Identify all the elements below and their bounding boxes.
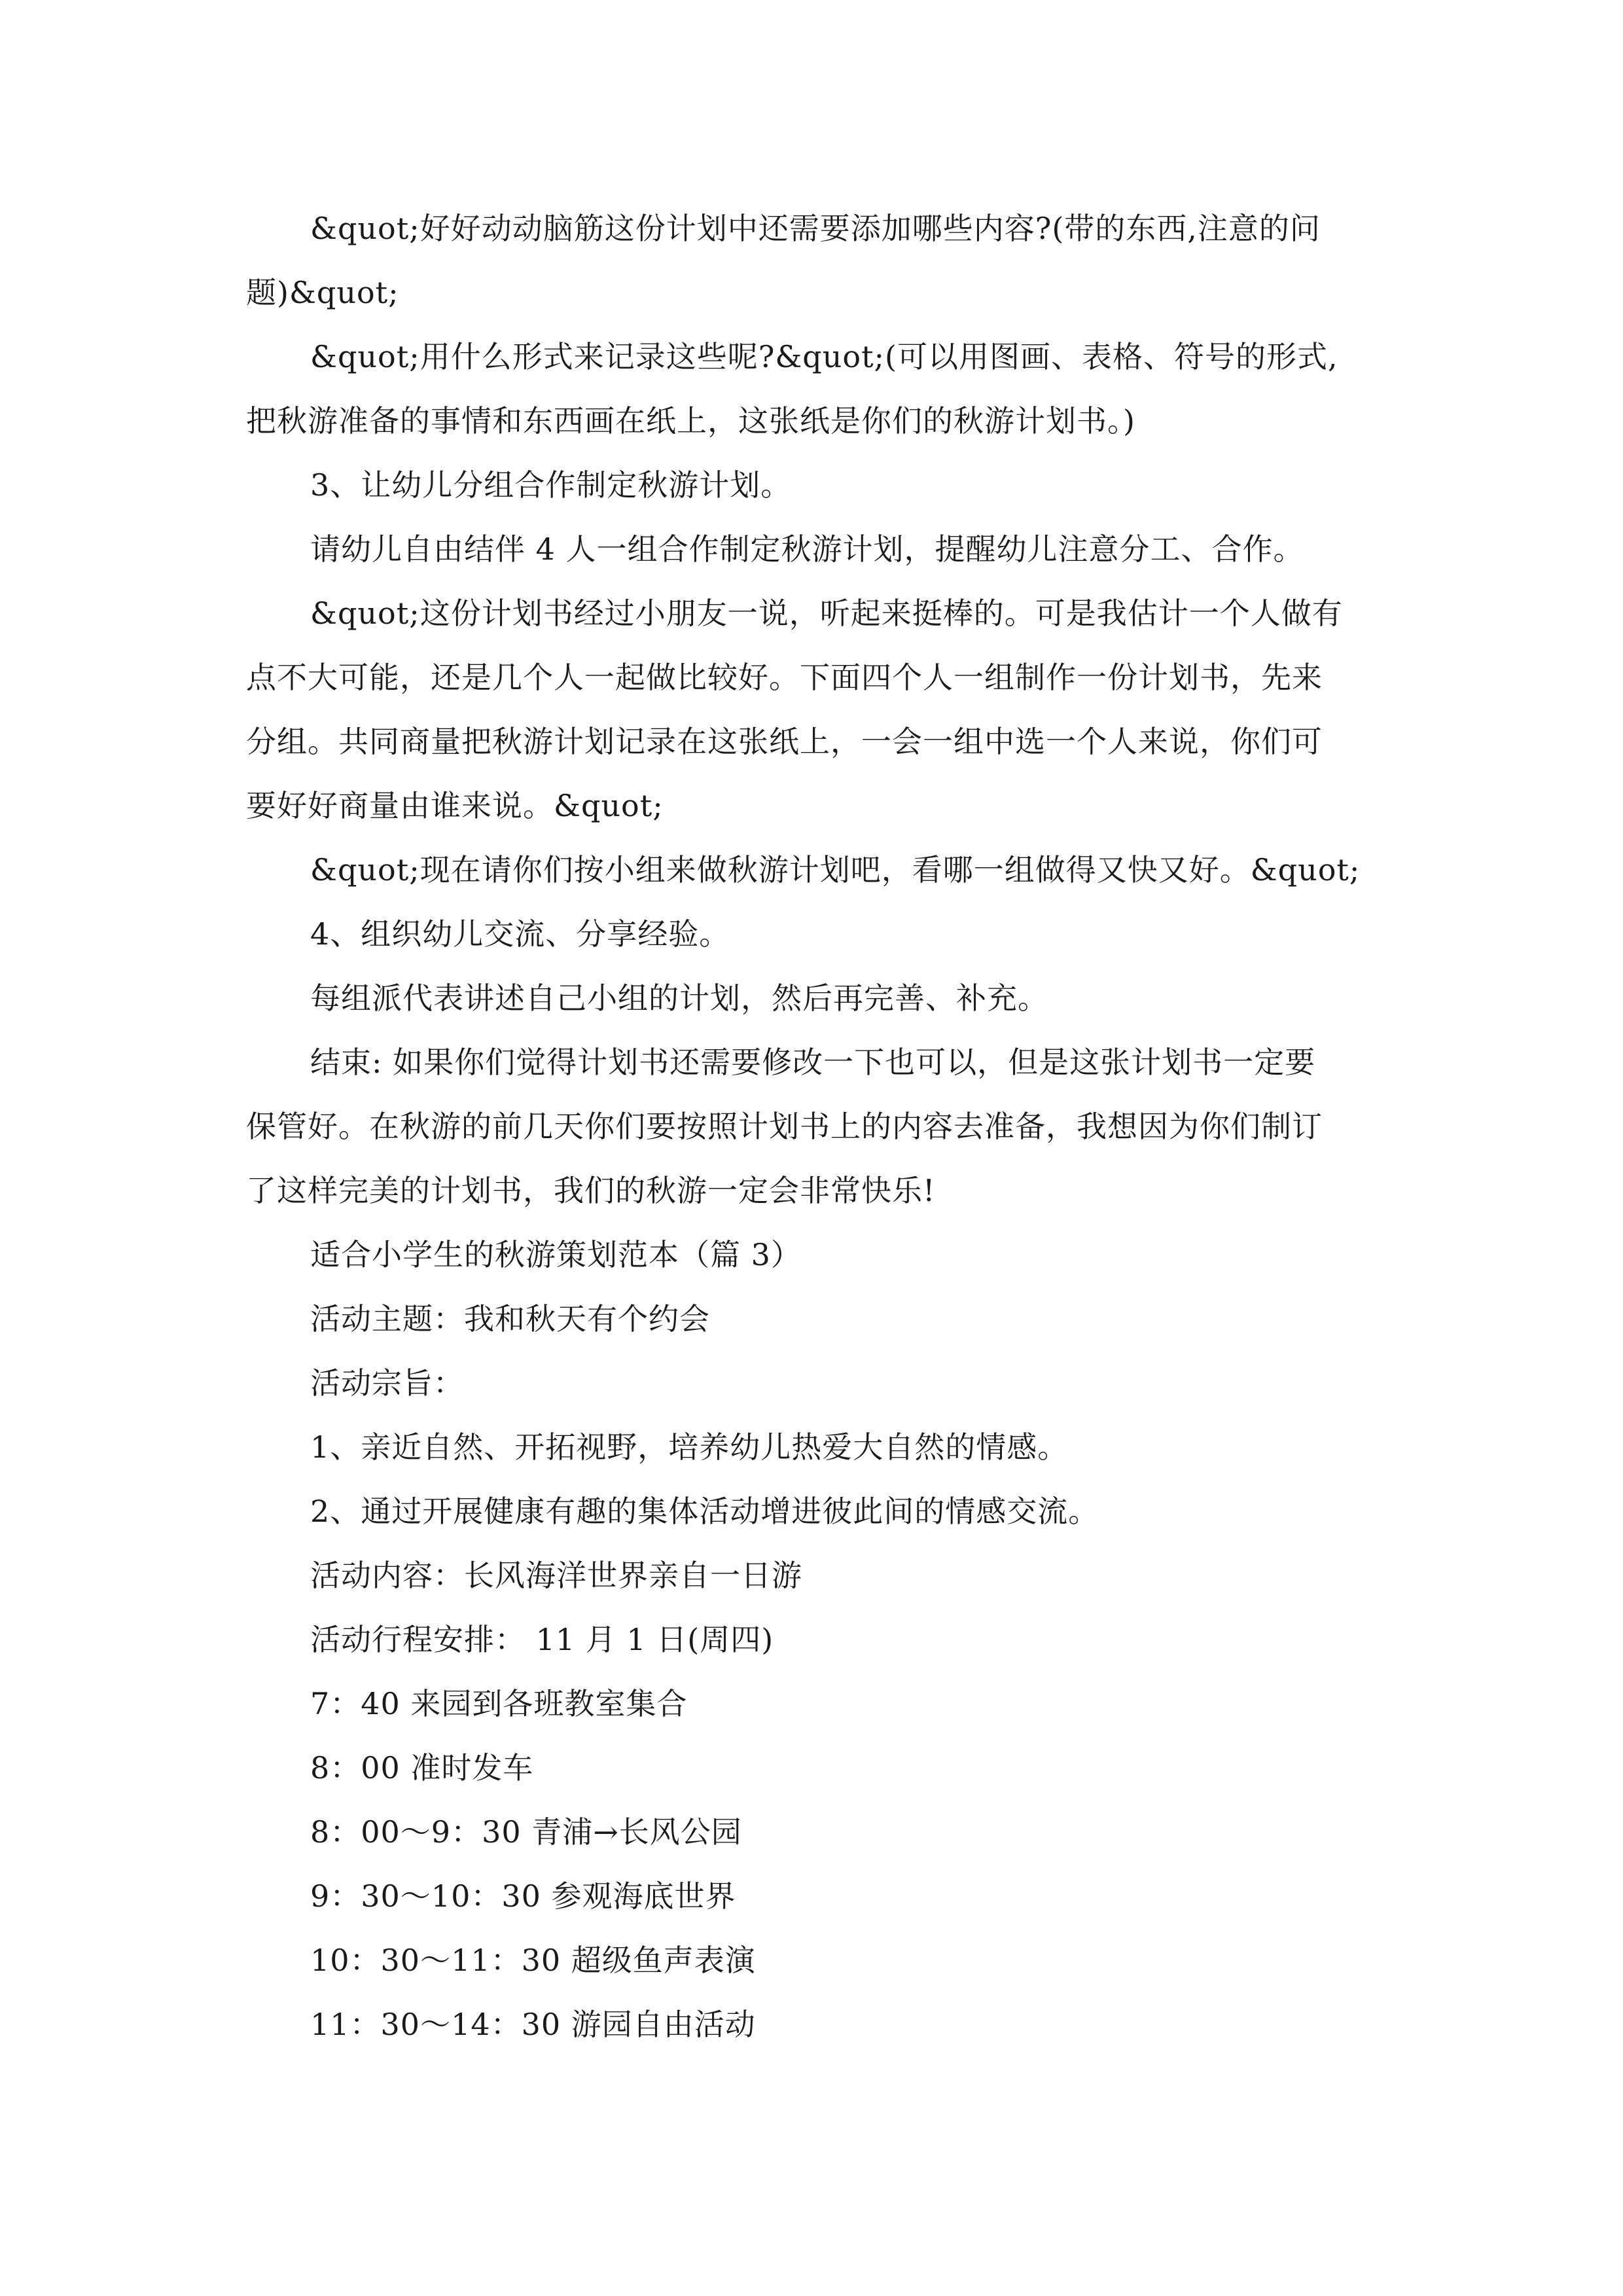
activity-purpose-heading: 活动宗旨： xyxy=(310,1365,464,1401)
schedule-item: 7：40 来园到各班教室集合 xyxy=(310,1686,688,1721)
paragraph-line: &quot;这份计划书经过小朋友一说，听起来挺棒的。可是我估计一个人做有 xyxy=(310,596,1343,631)
paragraph-line: 把秋游准备的事情和东西画在纸上，这张纸是你们的秋游计划书。) xyxy=(246,403,1135,439)
paragraph-line: &quot;用什么形式来记录这些呢?&quot;(可以用图画、表格、符号的形式, xyxy=(310,339,1338,374)
schedule-heading: 活动行程安排： 11 月 1 日(周四) xyxy=(310,1622,774,1657)
paragraph-line: 了这样完美的计划书，我们的秋游一定会非常快乐! xyxy=(246,1173,936,1208)
section-heading: 3、让幼儿分组合作制定秋游计划。 xyxy=(310,467,792,503)
section-title: 适合小学生的秋游策划范本（篇 3） xyxy=(310,1237,802,1272)
purpose-item: 1、亲近自然、开拓视野，培养幼儿热爱大自然的情感。 xyxy=(310,1429,1069,1465)
paragraph-line: 结束: 如果你们觉得计划书还需要修改一下也可以，但是这张计划书一定要 xyxy=(310,1045,1316,1080)
activity-content: 活动内容：长风海洋世界亲自一日游 xyxy=(310,1558,802,1593)
document-body xyxy=(246,196,1398,2056)
paragraph-line: &quot;好好动动脑筋这份计划中还需要添加哪些内容?(带的东西,注意的问 xyxy=(310,211,1321,246)
section-heading: 4、组织幼儿交流、分享经验。 xyxy=(310,916,730,952)
paragraph-line: 点不大可能，还是几个人一起做比较好。下面四个人一组制作一份计划书，先来 xyxy=(246,660,1323,695)
schedule-item: 10：30～11：30 超级鱼声表演 xyxy=(310,1943,756,1978)
schedule-item: 9：30～10：30 参观海底世界 xyxy=(310,1878,736,1914)
schedule-item: 8：00～9：30 青浦→长风公园 xyxy=(310,1814,742,1850)
paragraph-line: 题)&quot; xyxy=(246,275,399,310)
paragraph-line: 要好好商量由谁来说。&quot; xyxy=(246,788,664,823)
paragraph-line: &quot;现在请你们按小组来做秋游计划吧，看哪一组做得又快又好。&quot; xyxy=(310,852,1361,888)
paragraph-line: 分组。共同商量把秋游计划记录在这张纸上，一会一组中选一个人来说，你们可 xyxy=(246,724,1323,759)
activity-theme: 活动主题：我和秋天有个约会 xyxy=(310,1301,710,1336)
purpose-item: 2、通过开展健康有趣的集体活动增进彼此间的情感交流。 xyxy=(310,1494,1099,1529)
paragraph-line: 每组派代表讲述自己小组的计划，然后再完善、补充。 xyxy=(310,980,1048,1016)
schedule-item: 11：30～14：30 游园自由活动 xyxy=(310,2007,756,2042)
paragraph-line: 请幼儿自由结伴 4 人一组合作制定秋游计划，提醒幼儿注意分工、合作。 xyxy=(310,531,1304,567)
paragraph-line: 保管好。在秋游的前几天你们要按照计划书上的内容去准备，我想因为你们制订 xyxy=(246,1109,1323,1144)
schedule-item: 8：00 准时发车 xyxy=(310,1750,534,1785)
